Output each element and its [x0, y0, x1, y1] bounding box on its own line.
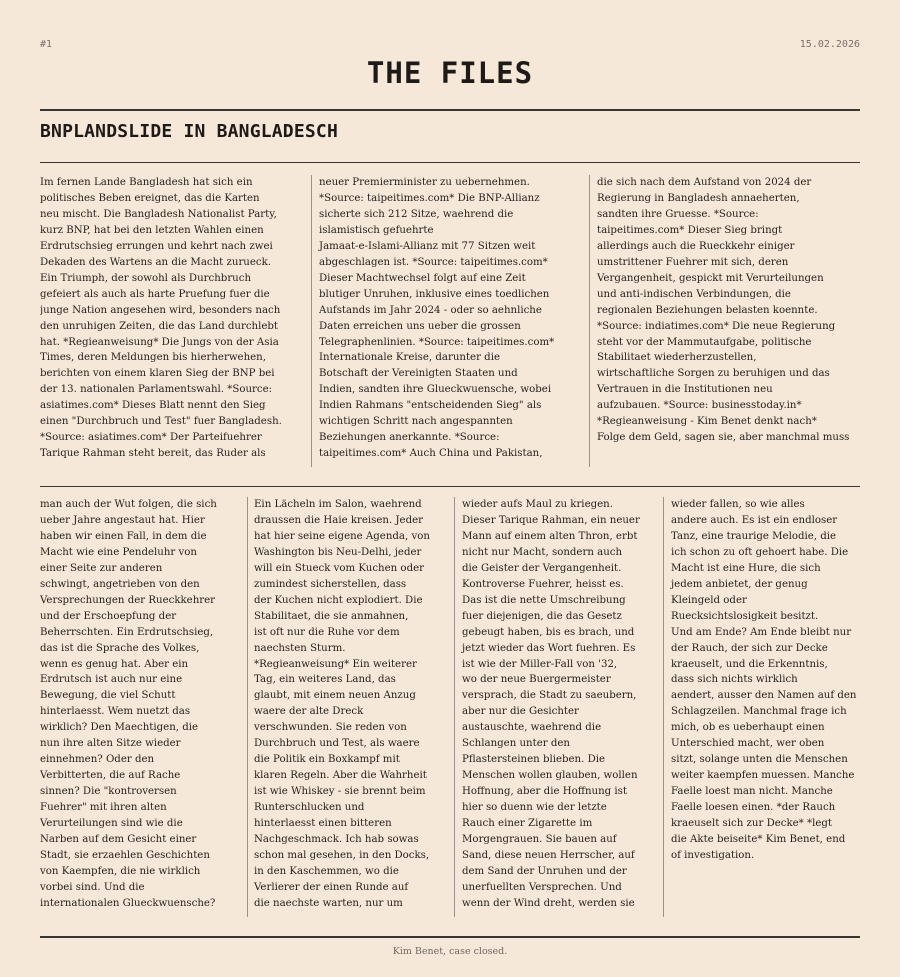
- article-column: wieder fallen, so wie alles andere auch. Es ist ein endloser Tanz, eine traurige Melodie, die ich schon zu oft gehoert habe. Die Macht ist eine Hure, die sich jedem anbietet, der genug Kleingeld oder Ruecksichtslosigkeit besitzt. Und am Ende? Am Ende bleibt nur der Rauch, der sich zur Decke kraeuselt, und die Erkenntnis, dass sich nichts wirklich aendert, ausser den Namen auf den Schlagzeilen. Manchmal frage ich mich, ob es ueberhaupt einen Unterschied macht, wer oben sitzt, solange unten die Menschen weiter kaempfen muessen. Manche Faelle loest man nicht. Manche Faelle loesen einen. *der Rauch kraeuselt sich zur Decke* *legt die Akte beiseite* Kim Benet, end of investigation.: [663, 497, 860, 917]
- issue-date: 15.02.2026: [799, 39, 860, 50]
- issue-number: #1: [40, 39, 53, 50]
- article-column: Ein Lächeln im Salon, waehrend draussen die Haie kreisen. Jeder hat hier seine eigene Agenda, von Washington bis Neu-Delhi, jeder will ein Stueck vom Kuchen oder zumindest sicherstellen, dass der Kuchen nicht explodiert. Die Stabilitaet, die sie anmahnen, ist oft nur die Ruhe vor dem naechsten Sturm. *Regieanweisung* Ein weiterer Tag, ein weiteres Land, das glaubt, mit einem neuen Anzug waere der alte Dreck verschwunden. Sie reden von Durchbruch und Test, als waere die Politik ein Boxkampf mit klaren Regeln. Aber die Wahrheit ist wie Whiskey - sie brennt beim Runterschlucken und hinterlaesst einen bitteren Nachgeschmack. Ich hab sowas schon mal gesehen, in den Docks, in den Kaschemmen, wo die Verlierer der einen Runde auf die naechste warten, nur um: [247, 497, 454, 917]
- article-section-2: [40, 497, 860, 917]
- masthead-rule: [40, 109, 860, 111]
- page-meta: [40, 39, 860, 50]
- masthead-title: THE FILES: [366, 56, 534, 90]
- article-headline: BNPLANDSLIDE IN BANGLADESCH: [40, 121, 338, 142]
- footer-signoff: Kim Benet, case closed.: [392, 946, 508, 957]
- article-column: neuer Premierminister zu uebernehmen. *Source: taipeitimes.com* Die BNP-Allianz sicherte sich 212 Sitze, waehrend die islamistisch gefuehrte Jamaat-e-Islami-Allianz mit 77 Sitzen weit abgeschlagen ist. *Source: taipeitimes.com* Dieser Machtwechsel folgt auf eine Zeit blutiger Unruhen, inklusive eines toedlichen Aufstands im Jahr 2024 - oder so aehnliche Daten erreichen uns ueber die grossen Telegraphenlinien. *Source: taipeitimes.com* Internationale Kreise, darunter die Botschaft der Vereinigten Staaten und Indien, sandten ihre Glueckwuensche, wobei Indien Rahmans "entscheidenden Sieg" als wichtigen Schritt nach angespannten Beziehungen anerkannte. *Source: taipeitimes.com* Auch China und Pakistan,: [311, 175, 589, 467]
- article-section-1: [40, 175, 860, 467]
- section-divider: [40, 486, 860, 487]
- headline-rule: [40, 162, 860, 163]
- article-column: wieder aufs Maul zu kriegen. Dieser Tarique Rahman, ein neuer Mann auf einem alten Thron, erbt nicht nur Macht, sondern auch die Geister der Vergangenheit. Kontroverse Fuehrer, heisst es. Das ist die nette Umschreibung fuer diejenigen, die das Gesetz gebeugt haben, bis es brach, und jetzt wieder das Wort fuehren. Es ist wie der Miller-Fall von '32, wo der neue Buergermeister versprach, die Stadt zu saeubern, aber nur die Gesichter austauschte, waehrend die Schlangen unter den Pflastersteinen blieben. Die Menschen wollen glauben, wollen Hoffnung, aber die Hoffnung ist hier so duenn wie der letzte Rauch einer Zigarette im Morgengrauen. Sie bauen auf Sand, diese neuen Herrscher, auf dem Sand der Unruhen und der unerfuellten Versprechen. Und wenn der Wind dreht, werden sie: [454, 497, 663, 917]
- article-column: man auch der Wut folgen, die sich ueber Jahre angestaut hat. Hier haben wir einen Fall, in dem die Macht wie eine Pendeluhr von einer Seite zur anderen schwingt, angetrieben von den Versprechungen der Rueckkehrer und der Erschoepfung der Beherrschten. Ein Erdrutschsieg, das ist die Sprache des Volkes, wenn es genug hat. Aber ein Erdrutsch ist auch nur eine Bewegung, die viel Schutt hinterlaesst. Wem nuetzt das wirklich? Den Maechtigen, die nun ihre alten Sitze wieder einnehmen? Oder den Verbitterten, die auf Rache sinnen? Die "kontroversen Fuehrer" mit ihren alten Verurteilungen sind wie die Narben auf dem Gesicht einer Stadt, sie erzaehlen Geschichten von Kaempfen, die nie wirklich vorbei sind. Und die internationalen Glueckwuensche?: [40, 499, 217, 909]
- article-column: Im fernen Lande Bangladesh hat sich ein politisches Beben ereignet, das die Karten neu mischt. Die Bangladesh Nationalist Party, kurz BNP, hat bei den letzten Wahlen einen Erdrutschsieg errungen und kehrt nach zwei Dekaden des Wartens an die Macht zurueck. Ein Triumph, der sowohl als Durchbruch gefeiert als auch als harte Pruefung fuer die junge Nation angesehen wird, besonders nach den unruhigen Zeiten, die das Land durchlebt hat. *Regieanweisung* Die Jungs von der Asia Times, deren Meldungen bis hierherwehen, berichten von einem klaren Sieg der BNP bei der 13. nationalen Parlamentswahl. *Source: asiatimes.com* Dieses Blatt nennt den Sieg einen "Durchbruch und Test" fuer Bangladesh. *Source: asiatimes.com* Der Parteifuehrer Tarique Rahman steht bereit, das Ruder als: [40, 177, 282, 460]
- footer-rule: [40, 936, 860, 938]
- article-column: die sich nach dem Aufstand von 2024 der Regierung in Bangladesh annaeherten, sandten ihre Gruesse. *Source: taipeitimes.com* Dieser Sieg bringt allerdings auch die Rueckkehr einiger umstrittener Fuehrer mit sich, deren Vergangenheit, gespickt mit Verurteilungen und anti-indischen Verbindungen, die regionalen Beziehungen belasten koennte. *Source: indiatimes.com* Die neue Regierung steht vor der Mammutaufgabe, politische Stabilitaet wiederherzustellen, wirtschaftliche Sorgen zu beruhigen und das Vertrauen in die Institutionen neu aufzubauen. *Source: businesstoday.in* *Regieanweisung - Kim Benet denkt nach* Folge dem Geld, sagen sie, aber manchmal muss: [589, 175, 860, 467]
